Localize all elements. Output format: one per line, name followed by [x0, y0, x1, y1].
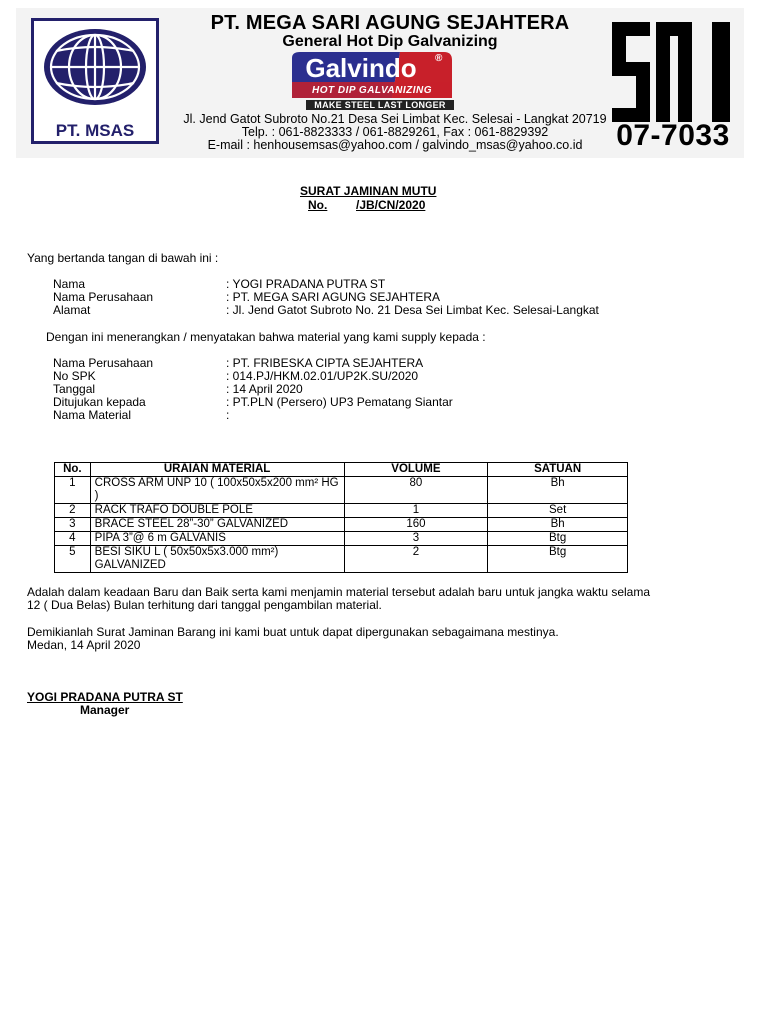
cell-no: 3 [55, 518, 91, 532]
header-volume: VOLUME [344, 463, 488, 477]
table-row [55, 518, 628, 532]
brand-slogan: MAKE STEEL LAST LONGER [306, 100, 454, 110]
signer-value: : Jl. Jend Gatot Subroto No. 21 Desa Sei Limbat Kec. Selesai-Langkat [226, 303, 599, 317]
cell-no: 2 [55, 504, 91, 518]
table-row [55, 477, 628, 504]
place-date: Medan, 14 April 2020 [27, 638, 141, 652]
cell-volume: 160 [344, 518, 488, 532]
recipient-label: Ditujukan kepada [53, 395, 146, 409]
material-table [54, 462, 628, 573]
guarantee-text: 12 ( Dua Belas) Bulan terhitung dari tanggal pengambilan material. [27, 598, 382, 612]
company-tagline: General Hot Dip Galvanizing [282, 33, 498, 50]
globe-icon [42, 27, 148, 107]
recipient-label: Nama Perusahaan [53, 356, 154, 370]
signer-value: : PT. MEGA SARI AGUNG SEJAHTERA [226, 290, 441, 304]
recipient-value: : 014.PJ/HKM.02.01/UP2K.SU/2020 [226, 369, 419, 383]
cell-volume: 3 [344, 532, 488, 546]
signer-label: Alamat [53, 303, 91, 317]
cell-description: BRACE STEEL 28”-30” GALVANIZED [90, 518, 344, 532]
recipient-value: : PT. FRIBESKA CIPTA SEJAHTERA [226, 356, 424, 370]
header-description: URAIAN MATERIAL [90, 463, 344, 477]
cell-unit: Bh [488, 477, 628, 504]
recipient-label: Nama Material [53, 408, 132, 422]
company-name: PT. MEGA SARI AGUNG SEJAHTERA [210, 12, 570, 34]
cell-volume: 2 [344, 546, 488, 573]
header-no: No. [55, 463, 91, 477]
brand-name: Galvindo [305, 53, 417, 83]
cell-unit: Bh [488, 518, 628, 532]
closing-text: Demikianlah Surat Jaminan Barang ini kami buat untuk dapat dipergunakan sebagaimana mestinya. [27, 625, 559, 639]
cell-description: RACK TRAFO DOUBLE POLE [90, 504, 344, 518]
msas-logo [31, 18, 159, 144]
recipient-label: Tanggal [53, 382, 96, 396]
sni-number: 07-7033 [616, 119, 730, 152]
table-row [55, 532, 628, 546]
cell-no: 5 [55, 546, 91, 573]
recipient-value: : [226, 408, 230, 422]
intro-text: Yang bertanda tangan di bawah ini : [27, 251, 219, 265]
company-phone: Telp. : 061-8823333 / 061-8829261, Fax : 061-8829392 [241, 125, 549, 139]
table-row [55, 546, 628, 573]
signature-name: YOGI PRADANA PUTRA ST [27, 690, 183, 704]
recipient-value: : PT.PLN (Persero) UP3 Pematang Siantar [226, 395, 453, 409]
cell-no: 4 [55, 532, 91, 546]
cell-description: CROSS ARM UNP 10 ( 100x50x5x200 mm² HG ) [90, 477, 344, 504]
recipient-label: No SPK [53, 369, 96, 383]
document-number-label: No. [308, 198, 328, 212]
sni-logo [612, 22, 730, 122]
brand-subtitle: HOT DIP GALVANIZING [311, 85, 433, 96]
signer-label: Nama Perusahaan [53, 290, 154, 304]
cell-volume: 80 [344, 477, 488, 504]
cell-unit: Btg [488, 532, 628, 546]
recipient-value: : 14 April 2020 [226, 382, 303, 396]
document-title: SURAT JAMINAN MUTU [300, 184, 437, 198]
cell-volume: 1 [344, 504, 488, 518]
document-number-value: /JB/CN/2020 [356, 198, 426, 212]
header-unit: SATUAN [488, 463, 628, 477]
cell-no: 1 [55, 477, 91, 504]
company-email: E-mail : henhousemsas@yahoo.com / galvindo_msas@yahoo.co.id [207, 138, 583, 152]
signer-value: : YOGI PRADANA PUTRA ST [226, 277, 386, 291]
cell-description: PIPA 3”@ 6 m GALVANIS [90, 532, 344, 546]
registered-mark: ® [435, 53, 443, 64]
table-row [55, 504, 628, 518]
table-header-row [55, 463, 628, 477]
signature-title: Manager [80, 703, 130, 717]
cell-unit: Set [488, 504, 628, 518]
statement-text: Dengan ini menerangkan / menyatakan bahwa material yang kami supply kepada : [46, 330, 486, 344]
company-address: Jl. Jend Gatot Subroto No.21 Desa Sei Limbat Kec. Selesai - Langkat 20719 [183, 112, 607, 126]
guarantee-text: Adalah dalam keadaan Baru dan Baik serta kami menjamin material tersebut adalah baru untuk jangka waktu selama [27, 585, 651, 599]
logo-text: PT. MSAS [55, 121, 135, 140]
signer-label: Nama [53, 277, 86, 291]
cell-description: BESI SIKU L ( 50x50x5x3.000 mm²) GALVANIZED [90, 546, 344, 573]
cell-unit: Btg [488, 546, 628, 573]
